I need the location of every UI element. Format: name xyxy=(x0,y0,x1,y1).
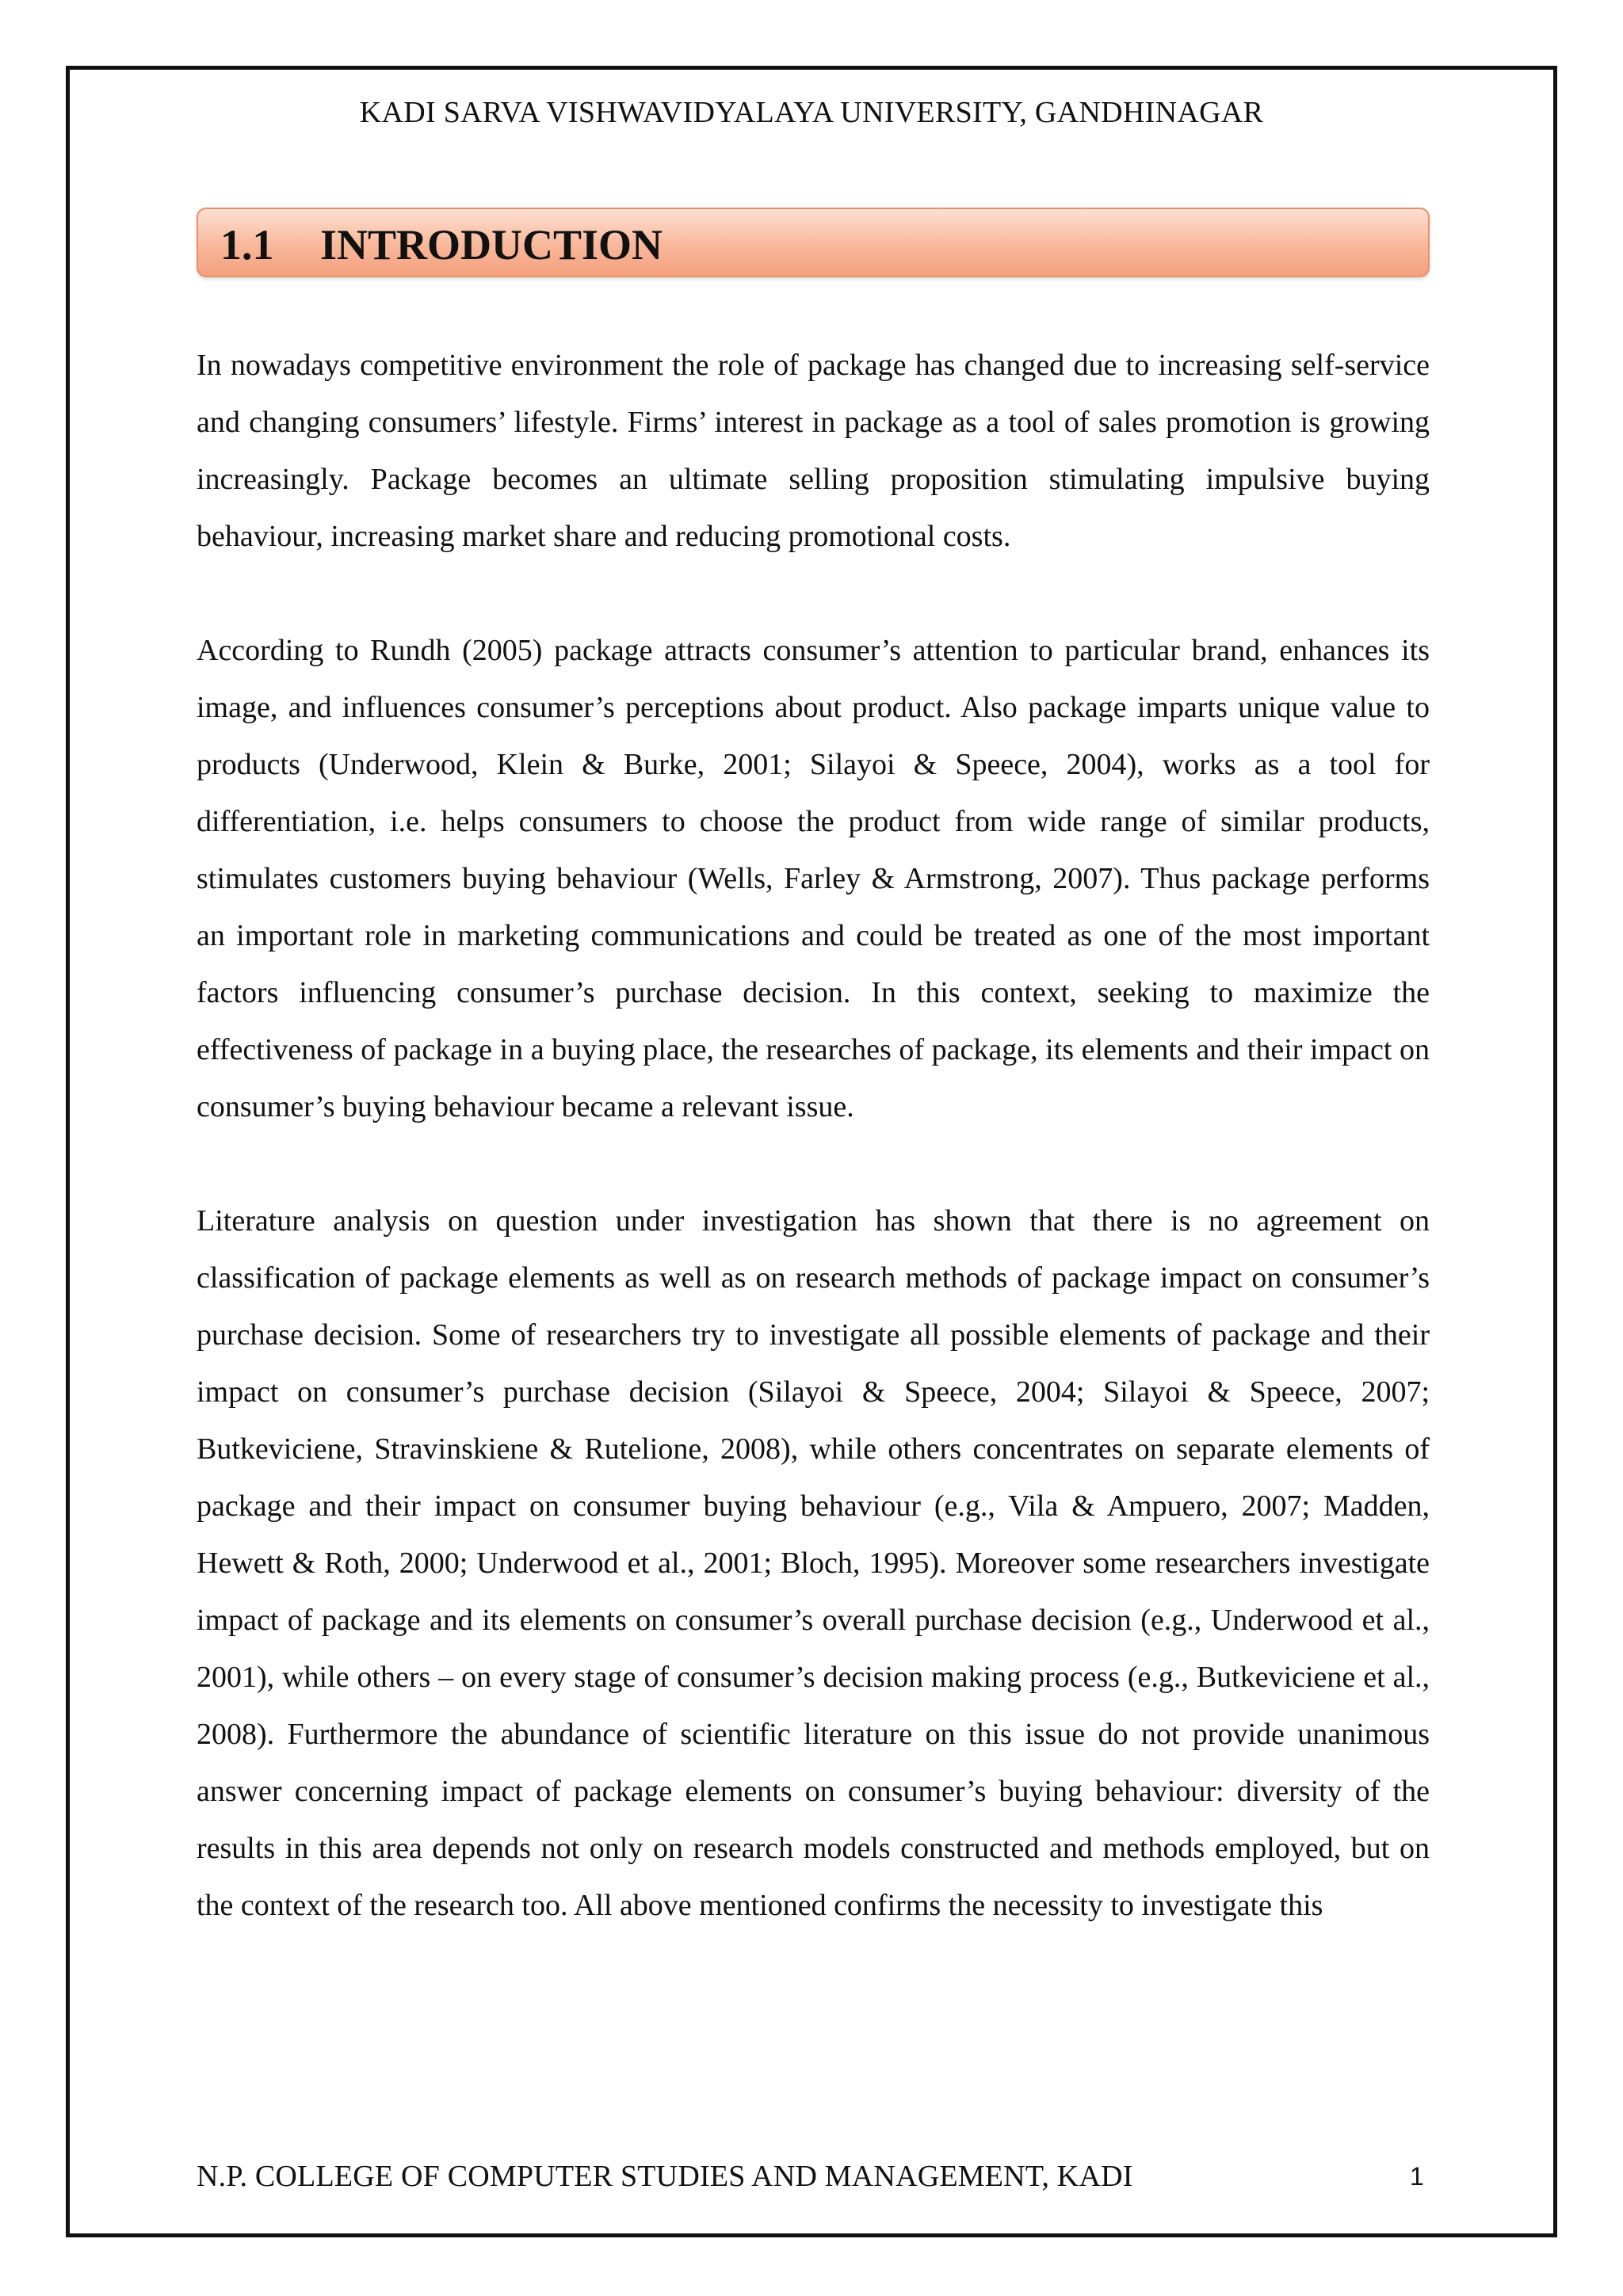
page-header: KADI SARVA VISHWAVIDYALAYA UNIVERSITY, GANDHINAGAR xyxy=(359,96,1264,129)
section-number: 1.1 xyxy=(220,221,274,269)
section-title: INTRODUCTION xyxy=(320,221,663,269)
page-number: 1 xyxy=(1410,2162,1424,2191)
page-footer: N.P. COLLEGE OF COMPUTER STUDIES AND MANAGEMENT, KADI xyxy=(197,2160,1133,2193)
paragraph-3: Literature analysis on question under investigation has shown that there is no agreement on classification of package elements as well as on research methods of package impact on consumer’s purchase decision. Some of researchers try to investigate all possible elements of package and their impact on consumer’s purchase decision (Silayoi & Speece, 2004; Silayoi & Speece, 2007; Butkeviciene, Stravinskiene & Rutelione, 2008), while others concentrates on separate elements of package and their impact on consumer buying behaviour (e.g., Vila & Ampuero, 2007; Madden, Hewett & Roth, 2000; Underwood et al., 2001; Bloch, 1995). Moreover some researchers investigate impact of package and its elements on consumer’s overall purchase decision (e.g., Underwood et al., 2001), while others – on every stage of consumer’s decision making process (e.g., Butkeviciene et al., 2008). Furthermore the abundance of scientific literature on this issue do not provide unanimous answer concerning impact of package elements on consumer’s buying behaviour: diversity of the results in this area depends not only on research models constructed and methods employed, but on the context of the research too. All above mentioned confirms the necessity to investigate this xyxy=(197,1204,1430,1922)
paragraph-1: In nowadays competitive environment the role of package has changed due to increasing self-service and changing consumers’ lifestyle. Firms’ interest in package as a tool of sales promotion is growing increasingly. Package becomes an ultimate selling proposition stimulating impulsive buying behaviour, increasing market share and reducing promotional costs. xyxy=(197,349,1430,553)
section-heading-box xyxy=(197,208,1430,277)
paragraph-2: According to Rundh (2005) package attracts consumer’s attention to particular brand, enhances its image, and influences consumer’s perceptions about product. Also package imparts unique value to products (Underwood, Klein & Burke, 2001; Silayoi & Speece, 2004), works as a tool for differentiation, i.e. helps consumers to choose the product from wide range of similar products, stimulates customers buying behaviour (Wells, Farley & Armstrong, 2007). Thus package performs an important role in marketing communications and could be treated as one of the most important factors influencing consumer’s purchase decision. In this context, seeking to maximize the effectiveness of package in a buying place, the researches of package, its elements and their impact on consumer’s buying behaviour became a relevant issue. xyxy=(197,634,1430,1123)
body-text xyxy=(197,337,1430,1991)
